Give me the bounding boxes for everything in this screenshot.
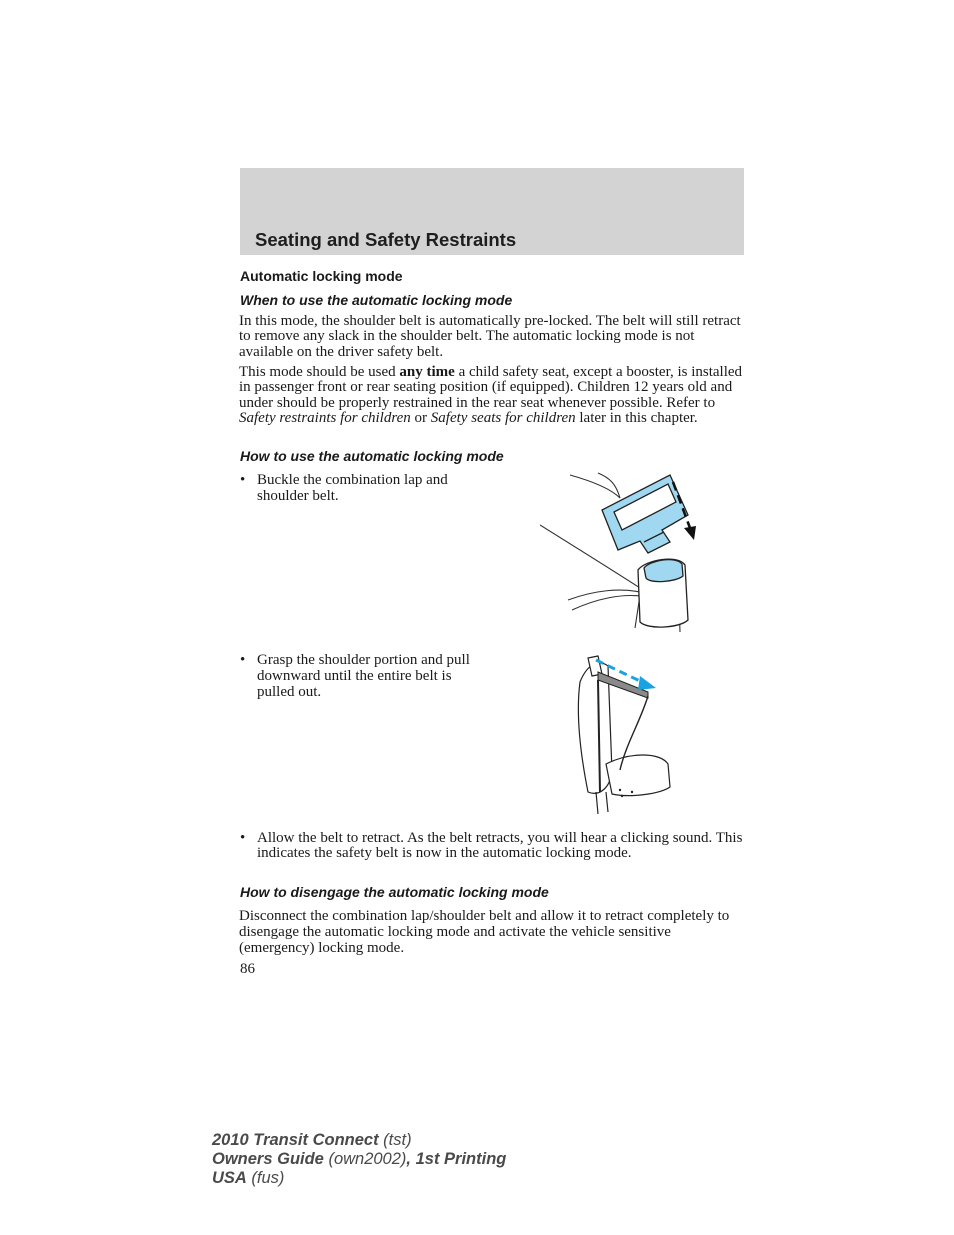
header-band [240,168,744,255]
bullet-buckle: • Buckle the combination lap and shoulder belt. [240,472,448,505]
emphasis-any-time: any time [399,364,455,380]
chapter-title: Seating and Safety Restraints [255,229,517,250]
page-number: 86 [240,961,255,977]
footer-line-1: 2010 Transit Connect (tst) [212,1131,412,1149]
paragraph-disengage: Disconnect the combination lap/shoulder belt and allow it to retract completely to disengage the automatic locking mode and activate the vehicle sensitive (emergency) locking mode. [239,908,730,957]
bullet-retract: • Allow the belt to retract. As the belt retracts, you will hear a clicking sound. This indicates the safety belt is now in the automatic locking mode. [240,830,743,862]
paragraph-mode-description: In this mode, the shoulder belt is automatically pre-locked. The belt will still retract to remove any slack in the shoulder belt. The automatic locking mode is not available on the driver safety belt. [239,313,741,360]
bullet-dot: • [240,652,246,668]
footer-line-2: Owners Guide (own2002), 1st Printing [212,1150,507,1168]
bullet-grasp: • Grasp the shoulder portion and pull downward until the entire belt is pulled out. [240,652,470,701]
footer-imprint [212,1131,506,1188]
reference-safety-restraints: Safety restraints for children [239,410,411,427]
buckle-illustration [540,470,710,638]
reference-safety-seats: Safety seats for children [430,410,576,427]
bullet-dot: • [240,472,246,488]
footer-line-3: USA (fus) [212,1169,285,1187]
bullet-dot: • [240,830,246,846]
section-title: Automatic locking mode [240,268,403,284]
paragraph-when-to-use: This mode should be used any time a child safety seat, except a booster, is installed in passenger front or rear seating position (if equipped). Children 12 years old and under should be properly restrained in the rear seat whenever possible. Refer to Safety restraints for children or Safety seats for children later in this chapter. [239,364,743,427]
subheading-how: How to use the automatic locking mode [240,448,504,464]
seat-belt-illustration [570,652,680,817]
subheading-disengage: How to disengage the automatic locking mode [240,884,549,900]
subheading-when: When to use the automatic locking mode [240,292,513,308]
